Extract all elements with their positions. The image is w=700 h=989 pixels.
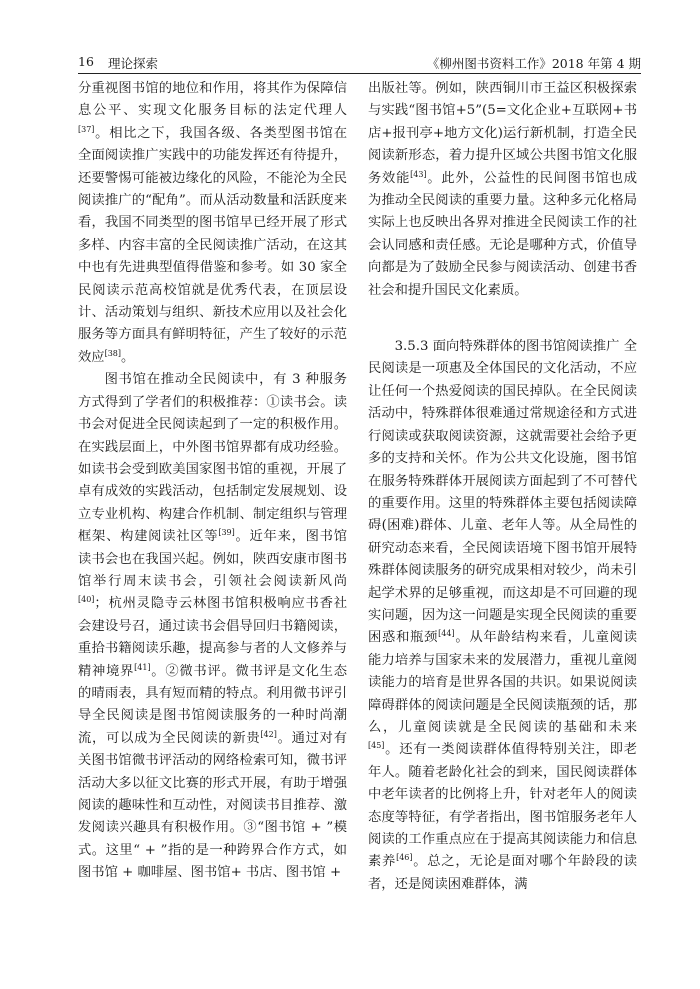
text-run: 。②微书评。微书评是文化生态的晴雨表，具有短而精的特点。利用微书评引导全民阅读是图书馆阅读服务的一种时尚潮流，可以成为全民阅读的新贵 [78, 663, 348, 746]
text-run: 。相比之下，我国各级、各类型图书馆在全面阅读推广实践中的功能发挥还有待提升，还要警惕可能被边缘化的风险，不能沦为全民阅读推广的“配角”。而从活动数量和活跃度来看，我国不同类型的图书馆早已经开展了形式多样、内容丰富的全民阅读推广活动，在这其中也有先进典型值得借鉴和参考。如 30 家全民阅读示范高校馆就是优秀代表，在顶层设计、活动策划与组织、新技术应用以及社会化服务等方面具有鲜明特征，产生了较好的示范效应 [78, 125, 347, 365]
text-run: 。此外，公益性的民间图书馆也成为推动全民阅读的重要力量。这种多元化格局实际上也反映出各界对推进全民阅读工作的社会认同感和责任感。无论是哪种方式，价值导向都是为了鼓励全民参与阅读活动、创建书香社会和提升国民文化素质。 [368, 170, 638, 298]
text-run: 。 [121, 349, 135, 365]
citation: [41] [134, 662, 151, 672]
text-run: 。通过对有关图书馆微书评活动的网络检索可知，微书评活动大多以征文比赛的形式开展，有助于增强阅读的趣味性和互动性，对阅读书目推荐、激发阅读兴趣具有积极作用。③“图书馆 + ”模式。这里“ + ”指的是一种跨界合作方式，如图书馆 + 咖啡屋、图书馆+ 书店、图书馆 + [78, 730, 348, 881]
text-run: 分重视图书馆的地位和作用，将其作为保障信息公平、实现文化服务目标的法定代理人 [78, 81, 347, 119]
citation: [42] [260, 729, 277, 739]
citation: [39] [218, 528, 235, 538]
citation: [45] [368, 741, 385, 751]
section-label: 理论探索 [108, 56, 159, 71]
text-run: 。还有一类阅读群体值得特别关注，即老年人。随着老龄化社会的到来，国民阅读群体中老年读者的比例将上升，针对老年人的阅读态度等特征，有学者指出，图书馆服务老年人阅读的工作重点应在于提高其阅读能力和信息素养 [368, 742, 637, 870]
citation: [46] [396, 853, 413, 863]
text-run: 图书馆在推动全民阅读中，有 3 种服务方式得到了学者们的积极推荐：①读书会。读书会对促进全民阅读起到了一定的积极作用。在实践层面上，中外图书馆界都有成功经验。如读书会受到欧美国家图书馆的重视，开展了卓有成效的实践活动，包括制定发展规划、设立专业机构、构建合作机制、制定组织与管理框架、构建阅读社区等 [78, 372, 347, 545]
citation: [40] [78, 595, 95, 605]
text-run: 。从年龄结构来看，儿童阅读能力培养与国家未来的发展潜力，重视儿童阅读能力的培育是世界各国的共识。如果说阅读障碍群体的阅读问题是全民阅读瓶颈的话，那么，儿童阅读就是全民阅读的基础和未来 [368, 630, 638, 735]
header-rule [78, 73, 641, 74]
section-gap [368, 302, 637, 336]
left-column [78, 78, 347, 885]
paragraph [78, 369, 347, 884]
subsection-heading: 3.5.3 面向特殊群体的图书馆阅读推广 [394, 339, 620, 355]
running-header [78, 52, 641, 74]
journal-title: 《柳州图书资料工作》2018 年第 4 期 [426, 56, 641, 71]
right-column [368, 78, 637, 896]
paragraph [78, 78, 347, 369]
citation: [44] [438, 629, 455, 639]
citation: [43] [410, 169, 427, 179]
citation: [37] [78, 124, 95, 134]
text-run: 全民阅读是一项惠及全体国民的文化活动，不应让任何一个热爱阅读的国民掉队。在全民阅读活动中，特殊群体很难通过常规途径和方式进行阅读或获取阅读资源，这就需要社会给予更多的支持和关怀。作为公共文化设施，图书馆在服务特殊群体开展阅读方面起到了不可替代的重要作用。这里的特殊群体主要包括阅读障碍(困难)群体、儿童、老年人等。从全局性的研究动态来看，全民阅读语境下图书馆开展特殊群体阅读服务的研究成果相对较少，尚未引起学术界的足够重视，而这却是不可回避的现实问题，因为这一问题是实现全民阅读的重要困惑和瓶颈 [368, 339, 638, 646]
paragraph [368, 336, 637, 896]
citation: [38] [104, 348, 122, 358]
paragraph [368, 78, 637, 302]
page-number: 16 [78, 54, 94, 69]
text-run: 出版社等。例如，陕西铜川市王益区积极探索与实践“图书馆+5”(5=文化企业+互联网+书店+报刊亭+地方文化)运行新机制，打造全民阅读新形态，着力提升区域公共图书馆文化服务效能 [368, 81, 637, 186]
text-run: 。总之，无论是面对哪个年龄段的读者，还是阅读困难群体，满 [368, 854, 638, 892]
text-run: 。近年来，图书馆读书会也在我国兴起。例如，陕西安康市图书馆举行周末读书会，引领社会阅读新风尚 [78, 529, 348, 589]
text-run: ；杭州灵隐寺云林图书馆积极响应书香社会建设号召，通过读书会倡导回归书籍阅读，重拾书籍阅读乐趣，提高参与者的人文修养与精神境界 [78, 596, 347, 679]
